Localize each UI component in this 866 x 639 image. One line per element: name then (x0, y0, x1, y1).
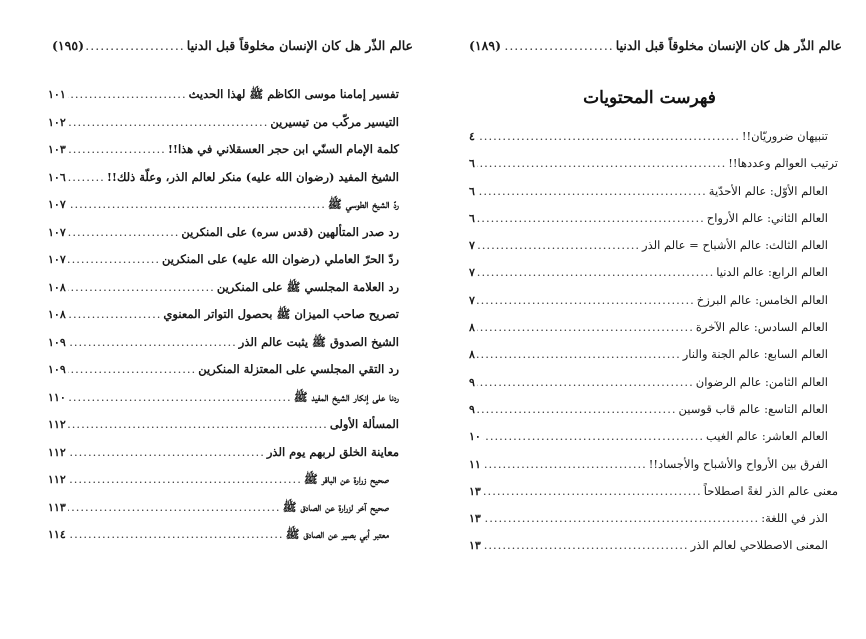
header-title: عالم الذّر هل كان الإنسان مخلوقاً قبل الدنيا (186, 38, 413, 53)
dot-leader (68, 112, 269, 132)
entry-text: العالم الثاني: عالم الأرواح (706, 210, 828, 225)
dot-leader (68, 139, 166, 159)
toc-entry[interactable] (48, 222, 399, 250)
dot-leader (477, 181, 707, 201)
toc-entry[interactable] (48, 469, 399, 497)
dot-leader (68, 249, 160, 269)
entry-text: تصريح صاحب الميزان ﷺ بحصول التواتر المعنوي (163, 307, 399, 321)
entry-text: العالم الخامس: عالم البرزخ (696, 292, 828, 307)
entry-text: كلمة الإمام السنّي ابن حجر العسقلاني في هذا!! (167, 142, 399, 156)
entry-page-number: ١١٤ (48, 528, 66, 541)
dot-leader (477, 290, 695, 310)
entry-page-number: ١٠٣ (48, 143, 66, 156)
entry-text: صحيح آخر لزرارة عن الصادق ﷺ (282, 499, 389, 514)
entry-text: العالم الأوّل: عالم الأحدّية (708, 183, 828, 198)
dot-leader (68, 359, 196, 379)
entry-text: معنى عالم الذر لغةً اصطلاحاً (703, 483, 838, 498)
dot-leader (477, 153, 726, 173)
running-header (52, 38, 413, 58)
toc-entry[interactable] (48, 497, 399, 525)
entry-text: ردّ الحرّ العاملي (رضوان الله عليه) على المنكرين (162, 252, 399, 266)
entry-page-number: ٧ (469, 293, 475, 307)
header-title: عالم الذّر هل كان الإنسان مخلوقاً قبل الدنيا (615, 38, 842, 53)
entry-text: معاينة الخلق لربهم يوم الذر (266, 444, 399, 459)
entry-page-number: ١٠٦ (48, 170, 66, 184)
toc-entry[interactable] (48, 112, 399, 140)
toc-entry[interactable] (48, 194, 399, 222)
entry-page-number: ١٣ (469, 484, 481, 498)
toc-entry[interactable] (48, 84, 399, 112)
toc-entry[interactable] (469, 235, 838, 262)
toc-list (48, 84, 399, 552)
entry-page-number: ١١٢ (48, 445, 66, 459)
entry-page-number: ١٠٨ (48, 280, 66, 294)
entry-page-number: ٨ (469, 348, 475, 362)
right-page (433, 0, 866, 639)
entry-page-number: ٩ (469, 375, 475, 389)
toc-entry[interactable] (48, 387, 399, 415)
entry-page-number: ٦ (469, 211, 475, 225)
entry-page-number: ١٠٢ (48, 115, 66, 129)
entry-page-number: ١٠٩ (48, 335, 66, 349)
entry-text: الذر في اللغة: (761, 511, 828, 526)
entry-text: الشيخ المفيد (رضوان الله عليه) منكر لعالم الذر، وعلّة ذلك!! (106, 169, 399, 184)
entry-page-number: ١٠٧ (48, 198, 66, 211)
entry-text: صحيح زرارة عن الباقر ﷺ (303, 472, 389, 486)
toc-entry[interactable] (48, 304, 399, 332)
entry-page-number: ٦ (469, 157, 475, 171)
dot-leader (68, 524, 284, 544)
entry-text: ردنا على إنكار الشيخ المفيد ﷺ (293, 389, 399, 404)
dot-leader (68, 332, 237, 352)
entry-text: تنبيهان ضروريّان!! (741, 129, 828, 143)
entry-page-number: ١٣ (469, 539, 481, 553)
dot-leader (477, 126, 740, 146)
entry-page-number: ٦ (469, 184, 475, 198)
entry-text: العالم الثامن: عالم الرضوان (695, 374, 828, 389)
dot-leader (68, 497, 281, 517)
entry-page-number: ١٠٩ (48, 363, 66, 376)
toc-entry[interactable] (48, 414, 399, 442)
toc-entry[interactable] (469, 426, 838, 453)
dot-leader (503, 38, 614, 53)
toc-entry[interactable] (48, 167, 399, 195)
toc-entry[interactable] (469, 372, 838, 399)
dot-leader (68, 194, 326, 214)
entry-text: رد التقي المجلسي على المعتزلة المنكرين (198, 362, 399, 376)
entry-page-number: ١٠ (469, 430, 481, 444)
entry-page-number: ١١٢ (48, 473, 66, 486)
dot-leader (483, 535, 689, 555)
toc-entry[interactable] (48, 359, 399, 387)
toc-entry[interactable] (469, 126, 838, 153)
entry-text: المعنى الاصطلاحي لعالم الذر (690, 538, 828, 553)
dot-leader (477, 262, 714, 282)
entry-page-number: ٧ (469, 266, 475, 280)
dot-leader (68, 222, 180, 242)
toc-entry[interactable] (48, 332, 399, 360)
dot-leader (477, 317, 694, 337)
toc-entry[interactable] (48, 442, 399, 470)
toc-entry[interactable] (469, 344, 838, 371)
toc-list (469, 126, 838, 563)
entry-text: معتبر أبي بصير عن الصادق ﷺ (285, 527, 389, 541)
dot-leader (477, 208, 705, 228)
toc-entry[interactable] (48, 277, 399, 305)
entry-page-number: ١١٢ (48, 418, 66, 431)
entry-text: العالم السابع: عالم الجنة والنار (682, 347, 828, 362)
entry-page-number: ١٠١ (48, 88, 66, 101)
toc-entry[interactable] (48, 249, 399, 277)
entry-page-number: ١٣ (469, 512, 481, 526)
dot-leader (68, 442, 265, 462)
entry-text: التيسير مركّب من تيسيرين (270, 114, 399, 129)
entry-text: رد صدر المتألهين (قدس سره) على المنكرين (181, 224, 399, 239)
dot-leader (68, 387, 292, 407)
entry-text: الفرق بين الأرواح والأشباح والأجساد!! (648, 456, 828, 471)
header-page-number: (١٨٩) (469, 38, 501, 53)
toc-entry[interactable] (469, 508, 838, 535)
toc-entry[interactable] (469, 208, 838, 235)
toc-entry[interactable] (48, 139, 399, 167)
running-header (469, 38, 842, 58)
dot-leader (477, 399, 677, 419)
toc-entry[interactable] (469, 317, 838, 344)
toc-entry[interactable] (469, 454, 838, 481)
entry-page-number: ١٠٧ (48, 225, 66, 239)
toc-entry[interactable] (469, 181, 838, 208)
entry-page-number: ١٠٧ (48, 253, 66, 266)
entry-text: ترتيب العوالم وعددها!! (728, 156, 838, 171)
toc-entry[interactable] (469, 481, 838, 508)
entry-text: العالم الثالث: عالم الأشباح = عالم الذر (642, 238, 828, 253)
entry-page-number: ٩ (469, 402, 475, 416)
header-page-number: (١٩٥) (52, 38, 84, 53)
entry-text: العالم العاشر: عالم الغيب (705, 429, 828, 444)
dot-leader (68, 277, 215, 297)
dot-leader (68, 414, 328, 434)
dot-leader (483, 508, 759, 528)
entry-page-number: ١١٣ (48, 500, 66, 514)
dot-leader (483, 426, 704, 446)
dot-leader (477, 372, 694, 392)
entry-text: الشيخ الصدوق ﷺ يثبت عالم الذر (238, 334, 399, 349)
entry-page-number: ١١٠ (48, 390, 66, 404)
dot-leader (483, 454, 647, 474)
entry-text: المسألة الأولى (329, 417, 399, 431)
toc-entry[interactable] (469, 399, 838, 426)
entry-page-number: ٨ (469, 321, 475, 335)
toc-title: فهرست المحتويات (583, 88, 716, 108)
toc-entry[interactable] (48, 524, 399, 552)
dot-leader (68, 469, 302, 489)
entry-page-number: ١١ (469, 457, 481, 471)
entry-text: تفسير إمامنا موسى الكاظم ﷺ لهذا الحديث (188, 87, 399, 101)
entry-text: العالم التاسع: عالم قاب قوسين (678, 401, 828, 416)
dot-leader (477, 235, 640, 255)
entry-text: ردّ الشيخ الطوسي ﷺ (327, 197, 399, 211)
toc-entry[interactable] (469, 153, 838, 180)
dot-leader (477, 344, 681, 364)
entry-text: رد العلامة المجلسي ﷺ على المنكرين (216, 279, 399, 294)
entry-page-number: ٧ (469, 239, 475, 253)
toc-entry[interactable] (469, 262, 838, 289)
dot-leader (86, 38, 185, 53)
toc-entry[interactable] (469, 535, 838, 562)
dot-leader (68, 167, 105, 187)
entry-page-number: ١٠٨ (48, 308, 66, 321)
entry-text: العالم الرابع: عالم الدنيا (716, 265, 828, 280)
dot-leader (483, 481, 702, 501)
entry-page-number: ٤ (469, 130, 475, 143)
toc-entry[interactable] (469, 290, 838, 317)
dot-leader (68, 304, 162, 324)
dot-leader (68, 84, 187, 104)
entry-text: العالم السادس: عالم الآخرة (695, 320, 828, 335)
